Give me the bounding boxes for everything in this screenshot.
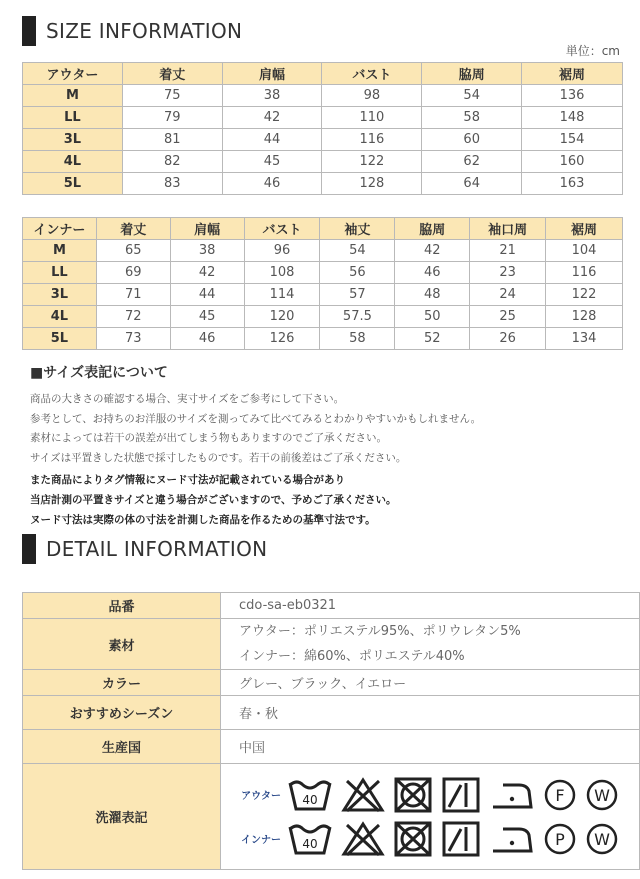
table-cell: 38	[222, 85, 322, 107]
wet-clean-letter: W	[594, 785, 610, 805]
origin-value: 中国	[221, 730, 640, 764]
laundry-label: 洗濯表記	[23, 764, 221, 870]
iron-low-icon	[489, 777, 535, 813]
table-cell: 98	[322, 85, 422, 107]
table-cell: 79	[122, 107, 222, 129]
size-label: M	[23, 240, 97, 262]
size-label: 3L	[23, 284, 97, 306]
table-cell: 110	[322, 107, 422, 129]
color-value: グレー、ブラック、イエロー	[221, 670, 640, 696]
size-label: 4L	[23, 306, 97, 328]
table-cell: 163	[522, 173, 623, 195]
laundry-row-outer	[223, 773, 639, 817]
dry-clean-letter: F	[555, 785, 565, 805]
table-cell: 57.5	[320, 306, 395, 328]
table-cell: 81	[122, 129, 222, 151]
title-bar	[22, 534, 36, 564]
table-cell: 108	[244, 262, 320, 284]
season-value: 春・秋	[221, 696, 640, 730]
wash-temp-text: 40	[302, 836, 318, 851]
table-cell: 96	[244, 240, 320, 262]
wet-clean-icon	[585, 821, 619, 857]
hang-dry-icon	[441, 821, 481, 857]
table-cell: 42	[395, 240, 470, 262]
wet-clean-letter: W	[594, 829, 610, 849]
table-cell: 38	[170, 240, 244, 262]
season-label: おすすめシーズン	[23, 696, 221, 730]
table-cell: 128	[322, 173, 422, 195]
note-line: サイズは平置きした状態で採寸したものです。若干の前後差はご了承ください。	[30, 451, 407, 464]
detail-information-title	[22, 534, 267, 564]
size-label: 3L	[23, 129, 123, 151]
table-cell: 46	[170, 328, 244, 350]
material-inner: インナー：綿60%、ポリエステル40%	[239, 649, 465, 664]
detail-row-origin	[23, 730, 640, 764]
table-cell: 64	[422, 173, 522, 195]
table-row	[23, 85, 623, 107]
table-cell: 65	[96, 240, 170, 262]
table-cell: 116	[546, 262, 623, 284]
laundry-row-inner	[223, 817, 639, 861]
table-cell: 136	[522, 85, 623, 107]
size-label: 5L	[23, 173, 123, 195]
nude-size-notes	[30, 470, 396, 530]
table-cell: 42	[222, 107, 322, 129]
size-label: 5L	[23, 328, 97, 350]
bold-note-line: ヌード寸法は実際の体の寸法を計測した商品を作るための基準寸法です。	[30, 514, 376, 526]
table-cell: 24	[470, 284, 546, 306]
table-cell: 148	[522, 107, 623, 129]
table-cell: 72	[96, 306, 170, 328]
note-line: 素材によっては若干の誤差が出てしまう物もありますのでご了承ください。	[30, 432, 387, 444]
table-cell: 126	[244, 328, 320, 350]
table-row	[23, 107, 623, 129]
table-cell: 69	[96, 262, 170, 284]
table-cell: 46	[222, 173, 322, 195]
table-cell: 25	[470, 306, 546, 328]
detail-row-season	[23, 696, 640, 730]
table-cell: 23	[470, 262, 546, 284]
title-bar	[22, 16, 36, 46]
table-row	[23, 306, 623, 328]
dry-clean-letter: P	[555, 829, 565, 849]
table-cell: 26	[470, 328, 546, 350]
note-line: 参考として、お持ちのお洋服のサイズを測ってみて比べてみるとわかりやすいかもしれません。	[30, 412, 482, 425]
table-cell: 75	[122, 85, 222, 107]
table-cell: 54	[320, 240, 395, 262]
unit-label: 単位：cm	[565, 44, 620, 58]
column-header: 袖丈	[320, 218, 395, 240]
dry-clean-f-icon	[543, 777, 577, 813]
table-cell: 44	[170, 284, 244, 306]
table-cell: 73	[96, 328, 170, 350]
column-header: 着丈	[96, 218, 170, 240]
table-cell: 52	[395, 328, 470, 350]
table-cell: 48	[395, 284, 470, 306]
table-row	[23, 129, 623, 151]
table-row	[23, 284, 623, 306]
laundry-value	[221, 764, 640, 870]
column-header: 袖口周	[470, 218, 546, 240]
column-header: バスト	[322, 63, 422, 85]
outer-size-table	[22, 62, 623, 195]
table-cell: 120	[244, 306, 320, 328]
size-notes-heading: ■サイズ表記について	[30, 365, 168, 381]
table-cell: 56	[320, 262, 395, 284]
product-no-value: cdo-sa-eb0321	[221, 593, 640, 619]
note-line: 商品の大きさの確認する場合、実寸サイズをご参考にして下さい。	[30, 393, 345, 405]
column-header: 脇周	[395, 218, 470, 240]
table-cell: 46	[395, 262, 470, 284]
column-header: 裾周	[546, 218, 623, 240]
table-cell: 82	[122, 151, 222, 173]
product-no-label: 品番	[23, 593, 221, 619]
origin-label: 生産国	[23, 730, 221, 764]
column-header: 着丈	[122, 63, 222, 85]
material-value	[221, 619, 640, 670]
column-header: バスト	[244, 218, 320, 240]
detail-table	[22, 592, 640, 870]
table-cell: 83	[122, 173, 222, 195]
table-cell: 50	[395, 306, 470, 328]
size-label: 4L	[23, 151, 123, 173]
iron-low-icon	[489, 821, 535, 857]
size-notes	[30, 390, 481, 468]
table-cell: 58	[320, 328, 395, 350]
no-tumble-dry-icon	[393, 777, 433, 813]
table-cell: 62	[422, 151, 522, 173]
wash-40-icon	[287, 777, 333, 813]
column-header: 肩幅	[222, 63, 322, 85]
detail-row-product-no	[23, 593, 640, 619]
column-header: 脇周	[422, 63, 522, 85]
detail-row-laundry	[23, 764, 640, 870]
table-cell: 45	[170, 306, 244, 328]
table-cell: 122	[322, 151, 422, 173]
table-row	[23, 262, 623, 284]
table-cell: 160	[522, 151, 623, 173]
detail-row-color	[23, 670, 640, 696]
table-row	[23, 240, 623, 262]
table-cell: 154	[522, 129, 623, 151]
material-outer: アウター：ポリエステル95%、ポリウレタン5%	[239, 624, 521, 639]
hang-dry-icon	[441, 777, 481, 813]
laundry-outer-tag: アウター	[241, 791, 281, 802]
table-cell: 58	[422, 107, 522, 129]
inner-size-table	[22, 217, 623, 350]
material-label: 素材	[23, 619, 221, 670]
table-row	[23, 173, 623, 195]
table-cell: 128	[546, 306, 623, 328]
table-cell: 45	[222, 151, 322, 173]
table-cell: 60	[422, 129, 522, 151]
table-cell: 122	[546, 284, 623, 306]
table-cell: 134	[546, 328, 623, 350]
detail-information-text: DETAIL INFORMATION	[46, 537, 268, 561]
column-header: 裾周	[522, 63, 623, 85]
wet-clean-icon	[585, 777, 619, 813]
color-label: カラー	[23, 670, 221, 696]
table-cell: 104	[546, 240, 623, 262]
detail-row-material	[23, 619, 640, 670]
table-cell: 57	[320, 284, 395, 306]
table-row	[23, 151, 623, 173]
wash-temp-text: 40	[302, 792, 318, 807]
no-bleach-icon	[341, 777, 385, 813]
table-cell: 114	[244, 284, 320, 306]
table-row	[23, 328, 623, 350]
bold-note-line: 当店計測の平置きサイズと違う場合がございますので、予めご了承ください。	[30, 494, 397, 506]
table-cell: 71	[96, 284, 170, 306]
size-information-title	[22, 16, 242, 46]
table-cell: 21	[470, 240, 546, 262]
table-corner-header: インナー	[23, 218, 97, 240]
table-cell: 44	[222, 129, 322, 151]
size-label: M	[23, 85, 123, 107]
column-header: 肩幅	[170, 218, 244, 240]
size-label: LL	[23, 262, 97, 284]
table-corner-header: アウター	[23, 63, 123, 85]
bold-note-line: また商品によりタグ情報にヌード寸法が記載されている場合があり	[30, 474, 345, 486]
table-cell: 54	[422, 85, 522, 107]
dry-clean-p-icon	[543, 821, 577, 857]
no-tumble-dry-icon	[393, 821, 433, 857]
no-bleach-icon	[341, 821, 385, 857]
size-information-text: SIZE INFORMATION	[46, 19, 243, 43]
table-cell: 116	[322, 129, 422, 151]
size-label: LL	[23, 107, 123, 129]
wash-40-icon	[287, 821, 333, 857]
table-cell: 42	[170, 262, 244, 284]
laundry-inner-tag: インナー	[241, 835, 281, 846]
